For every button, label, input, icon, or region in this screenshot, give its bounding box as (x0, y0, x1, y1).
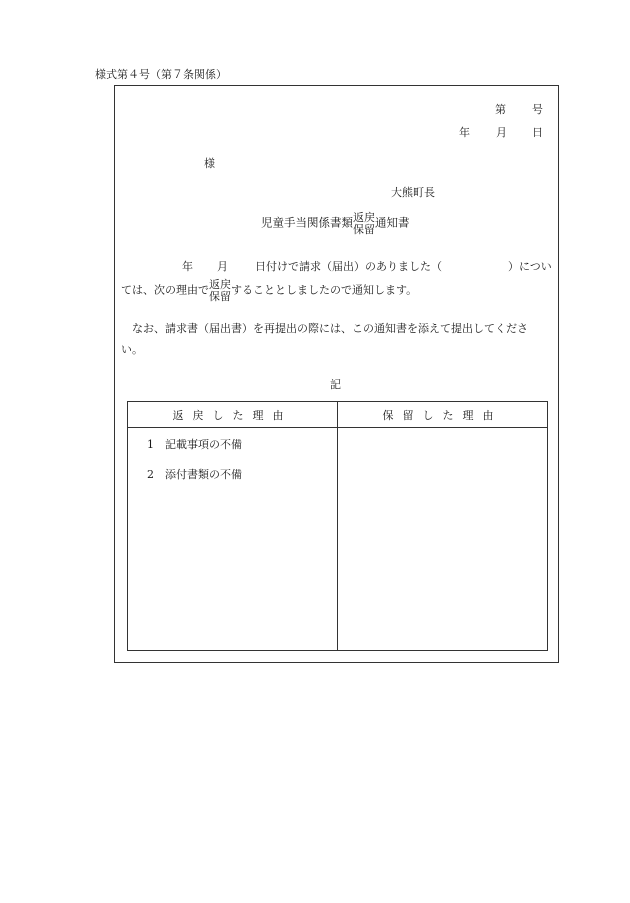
title-prefix: 児童手当関係書類 (261, 215, 353, 230)
return-reason-number: 2 (147, 468, 154, 481)
body-line-1-close: ）につい (508, 260, 552, 273)
body-option-stack (209, 279, 231, 302)
title-suffix: 通知書 (375, 215, 410, 230)
body-option-return: 返戻 (209, 278, 231, 291)
body-line-2-prefix: ては、次の理由で (121, 283, 209, 297)
sender-name: 大熊町長 (391, 186, 435, 199)
date-month-label: 月 (496, 126, 507, 139)
number-label: 第 (495, 103, 506, 116)
record-label: 記 (330, 378, 341, 391)
body-option-hold: 保留 (209, 289, 231, 303)
return-reason-item (128, 436, 337, 466)
hold-reason-cell (338, 428, 548, 651)
form-number: 様式第４号（第７条関係） (95, 68, 227, 81)
body-line-2 (121, 279, 417, 302)
body-month-label: 月 (217, 260, 228, 273)
reasons-table (127, 401, 548, 651)
title-option-stack (353, 212, 375, 235)
body-line-2-suffix: することとしましたので通知します。 (231, 283, 418, 297)
notice-form (114, 85, 559, 663)
title-option-hold: 保留 (353, 222, 375, 236)
return-reason-text: 記載事項の不備 (165, 438, 242, 451)
body-line-1-text: 日付けで請求（届出）のありました（ (255, 260, 442, 273)
return-reason-header: 返戻した理由 (128, 402, 338, 428)
return-reason-cell (128, 428, 338, 651)
date-day-label: 日 (532, 126, 543, 139)
return-reason-number: 1 (147, 438, 154, 451)
body-note: なお、請求書（届出書）を再提出の際には、この通知書を添えて提出してください。 (121, 322, 528, 356)
return-reason-item (128, 466, 337, 496)
return-reason-text: 添付書類の不備 (165, 468, 242, 481)
date-year-label: 年 (459, 126, 470, 139)
document-title (261, 212, 410, 235)
addressee-suffix: 様 (204, 157, 215, 170)
body-year-label: 年 (182, 260, 193, 273)
number-suffix: 号 (532, 103, 543, 116)
hold-reason-header: 保留した理由 (338, 402, 548, 428)
title-option-return: 返戻 (353, 211, 375, 224)
